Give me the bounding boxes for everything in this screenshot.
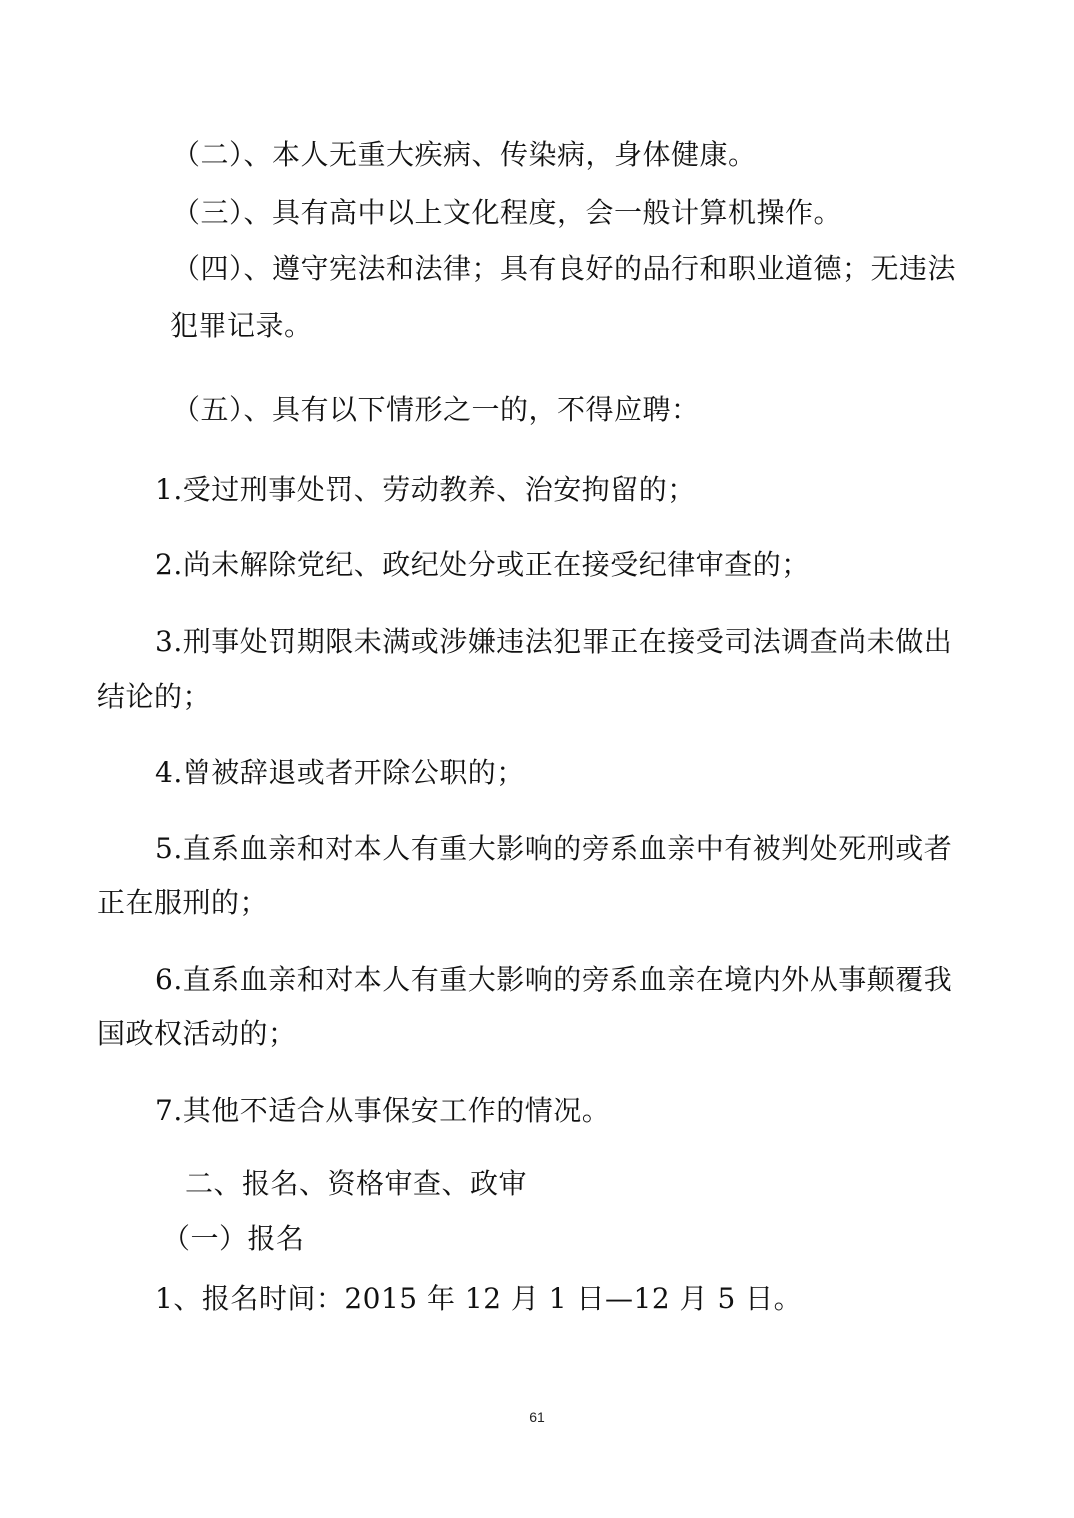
- registration-time: 1、报名时间：2015 年 12 月 1 日—12 月 5 日。: [155, 1282, 803, 1315]
- section-heading-registration: 二、报名、资格审查、政审: [185, 1167, 528, 1200]
- list-item-5-line-1: 5.直系血亲和对本人有重大影响的旁系血亲中有被判处死刑或者: [155, 832, 953, 865]
- list-item-7: 7.其他不适合从事保安工作的情况。: [155, 1094, 611, 1127]
- subsection-heading-registration: （一）报名: [162, 1222, 305, 1255]
- list-item-1: 1.受过刑事处罚、劳动教养、治安拘留的；: [155, 473, 696, 506]
- list-item-2: 2.尚未解除党纪、政纪处分或正在接受纪律审查的；: [155, 548, 810, 581]
- paragraph-condition-4-line-1: （四）、遵守宪法和法律；具有良好的品行和职业道德；无违法: [172, 252, 957, 285]
- list-item-6-line-2: 国政权活动的；: [97, 1017, 297, 1050]
- list-item-3-line-2: 结论的；: [97, 680, 212, 713]
- paragraph-condition-3: （三）、具有高中以上文化程度，会一般计算机操作。: [172, 196, 843, 229]
- list-item-6-line-1: 6.直系血亲和对本人有重大影响的旁系血亲在境内外从事颠覆我: [155, 963, 953, 996]
- list-item-3-line-1: 3.刑事处罚期限未满或涉嫌违法犯罪正在接受司法调查尚未做出: [155, 625, 953, 658]
- list-item-4: 4.曾被辞退或者开除公职的；: [155, 756, 525, 789]
- paragraph-condition-5: （五）、具有以下情形之一的，不得应聘：: [172, 393, 700, 426]
- paragraph-condition-2: （二）、本人无重大疾病、传染病，身体健康。: [172, 138, 757, 171]
- page-number: 61: [529, 1409, 545, 1425]
- list-item-5-line-2: 正在服刑的；: [97, 886, 269, 919]
- paragraph-condition-4-line-2: 犯罪记录。: [170, 309, 313, 342]
